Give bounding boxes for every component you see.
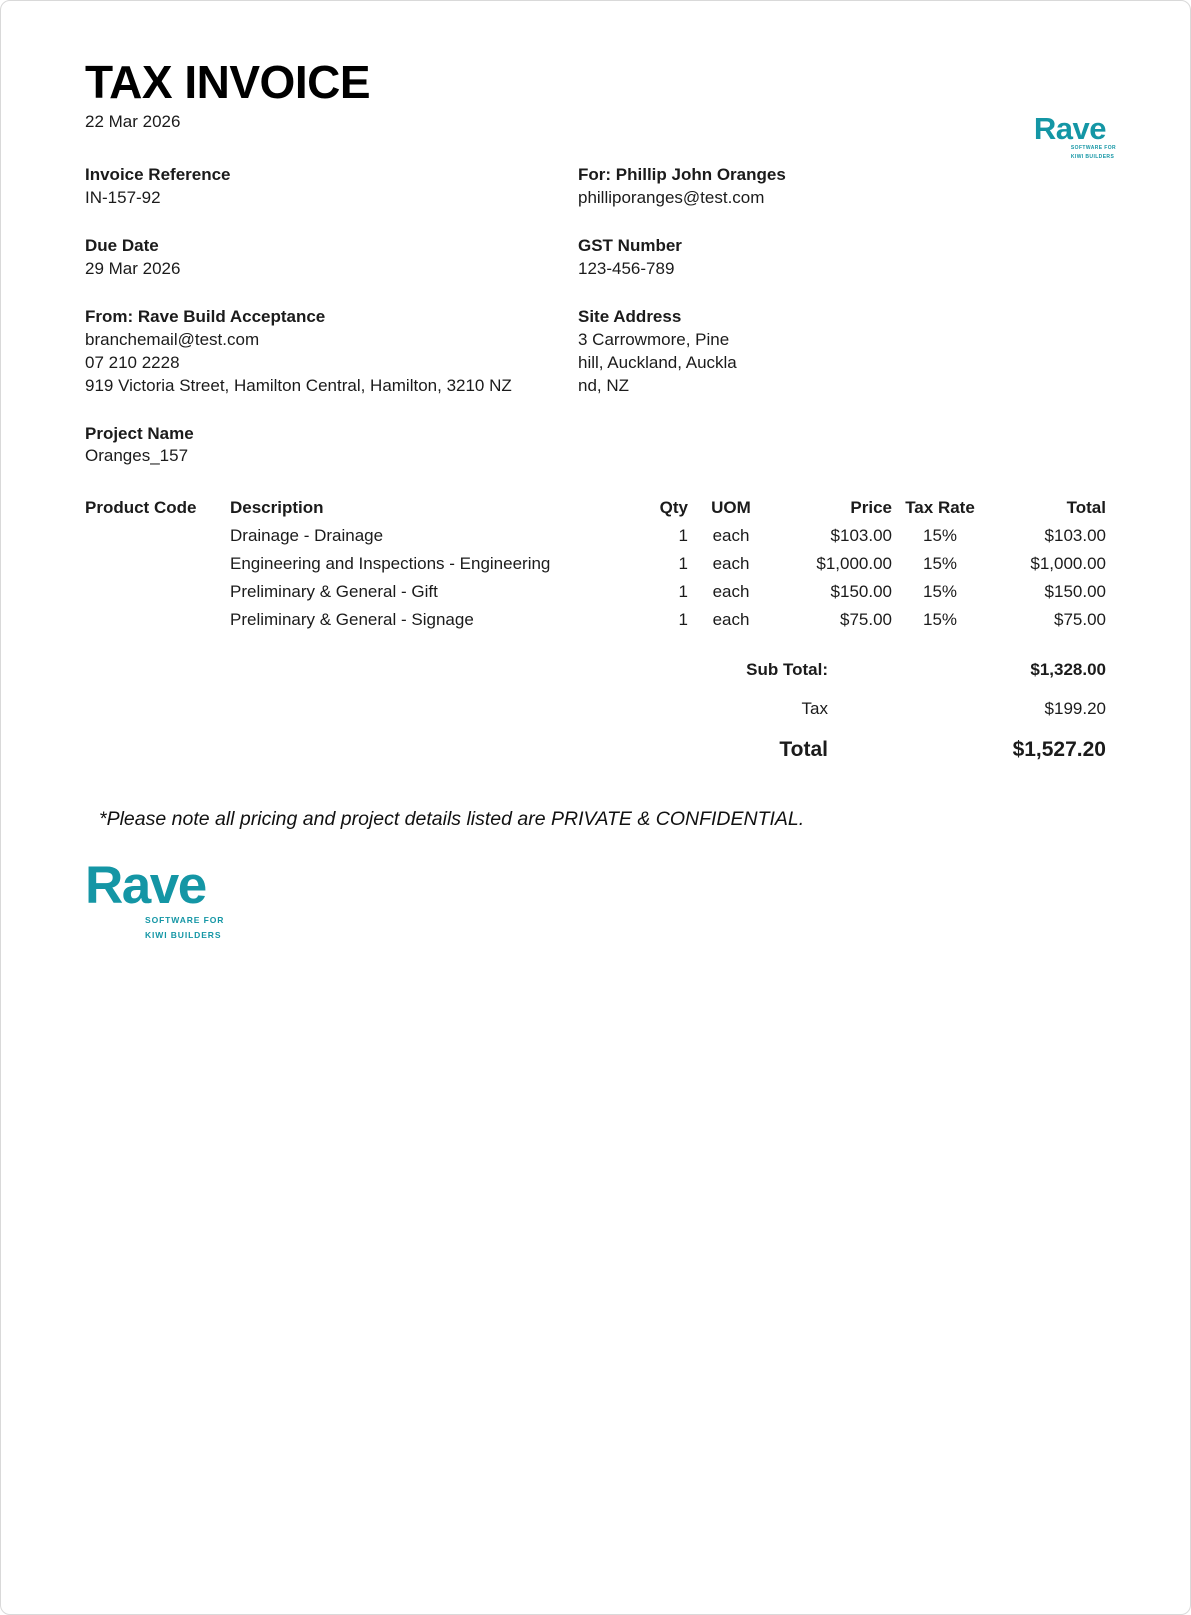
from-email: branchemail@test.com — [85, 329, 260, 349]
header-product-code: Product Code — [85, 498, 197, 518]
cell-qty: 1 — [678, 582, 688, 602]
cell-uom: each — [712, 582, 750, 602]
from-label: From: Rave Build Acceptance — [85, 306, 326, 326]
gst-block — [578, 235, 1106, 281]
cell-product-code — [85, 578, 230, 606]
cell-price: $150.00 — [830, 582, 892, 602]
page-title: TAX INVOICE — [85, 56, 371, 108]
total-value: $1,527.20 — [1012, 738, 1106, 762]
cell-description: Engineering and Inspections - Engineering — [230, 554, 551, 574]
rave-tagline — [85, 914, 1106, 942]
cell-product-code — [85, 550, 230, 578]
cell-uom: each — [712, 554, 750, 574]
from-phone: 07 210 2228 — [85, 352, 180, 372]
due-date-label: Due Date — [85, 235, 159, 255]
cell-tax-rate: 15% — [922, 610, 958, 630]
cell-price: $1,000.00 — [816, 554, 892, 574]
rave-logo-top — [1034, 113, 1116, 162]
cell-total: $75.00 — [1054, 610, 1106, 630]
table-row — [85, 522, 1106, 550]
tax-value: $199.20 — [1044, 699, 1106, 719]
gst-value: 123-456-789 — [578, 258, 675, 278]
header-qty: Qty — [659, 498, 688, 518]
table-header-row — [85, 494, 1106, 522]
cell-description: Drainage - Drainage — [230, 526, 384, 546]
header-description: Description — [230, 498, 324, 518]
totals-summary — [85, 660, 1106, 762]
cell-qty: 1 — [678, 554, 688, 574]
table-row — [85, 578, 1106, 606]
invoice-reference-value: IN-157-92 — [85, 187, 161, 207]
tax-label: Tax — [801, 699, 828, 719]
cell-total: $103.00 — [1044, 526, 1106, 546]
from-block — [85, 306, 578, 398]
rave-tagline-line2: KIWI BUILDERS — [1070, 153, 1115, 160]
rave-tagline-line2: KIWI BUILDERS — [145, 929, 222, 940]
rave-wordmark: Rave — [85, 856, 206, 916]
rave-logo-bottom — [85, 856, 1106, 942]
sub-total-row — [85, 660, 1106, 680]
project-name-block — [85, 423, 578, 469]
cell-description: Preliminary & General - Gift — [230, 582, 438, 602]
rave-tagline-line1: SOFTWARE FOR — [145, 914, 225, 925]
cell-price: $103.00 — [830, 526, 892, 546]
cell-description: Preliminary & General - Signage — [230, 610, 474, 630]
rave-tagline-line1: SOFTWARE FOR — [1070, 145, 1116, 151]
cell-tax-rate: 15% — [922, 554, 958, 574]
header-total: Total — [1066, 498, 1106, 518]
project-name-value: Oranges_157 — [85, 446, 189, 466]
table-row — [85, 606, 1106, 634]
recipient-label: For: Phillip John Oranges — [578, 165, 786, 184]
invoice-header — [85, 56, 1106, 132]
cell-product-code — [85, 606, 230, 634]
line-items-table — [85, 494, 1106, 634]
invoice-reference-label: Invoice Reference — [85, 165, 231, 184]
rave-tagline — [1034, 145, 1116, 162]
sub-total-label: Sub Total: — [746, 660, 828, 680]
from-address: 919 Victoria Street, Hamilton Central, Hamilton, 3210 NZ — [85, 375, 512, 395]
table-row — [85, 550, 1106, 578]
due-date-block — [85, 235, 578, 281]
cell-uom: each — [712, 610, 750, 630]
project-name-label: Project Name — [85, 423, 194, 443]
rave-wordmark: Rave — [1033, 111, 1107, 146]
tax-row — [85, 699, 1106, 719]
site-address-label: Site Address — [578, 306, 682, 326]
recipient-block — [578, 164, 1106, 210]
header-tax-rate: Tax Rate — [905, 498, 975, 518]
total-row — [85, 738, 1106, 762]
invoice-date: 22 Mar 2026 — [85, 112, 181, 131]
site-address-value: 3 Carrowmore, Pinehill, Auckland, Auckland, NZ — [578, 329, 737, 395]
cell-product-code — [85, 522, 230, 550]
confidentiality-note: *Please note all pricing and project details listed are PRIVATE & CONFIDENTIAL. — [99, 808, 805, 831]
due-date-value: 29 Mar 2026 — [85, 258, 181, 278]
invoice-reference-block — [85, 164, 578, 210]
sub-total-value: $1,328.00 — [1030, 660, 1106, 680]
cell-tax-rate: 15% — [922, 526, 958, 546]
invoice-details — [85, 164, 1106, 468]
cell-total: $150.00 — [1044, 582, 1106, 602]
total-label: Total — [779, 738, 828, 762]
details-spacer — [578, 423, 1106, 469]
cell-qty: 1 — [678, 526, 688, 546]
gst-label: GST Number — [578, 235, 682, 255]
header-price: Price — [850, 498, 892, 518]
cell-qty: 1 — [678, 610, 688, 630]
header-uom: UOM — [711, 498, 751, 518]
cell-tax-rate: 15% — [922, 582, 958, 602]
cell-price: $75.00 — [840, 610, 892, 630]
cell-total: $1,000.00 — [1030, 554, 1106, 574]
site-address-block — [578, 306, 1106, 398]
recipient-email: philliporanges@test.com — [578, 187, 765, 207]
cell-uom: each — [712, 526, 750, 546]
